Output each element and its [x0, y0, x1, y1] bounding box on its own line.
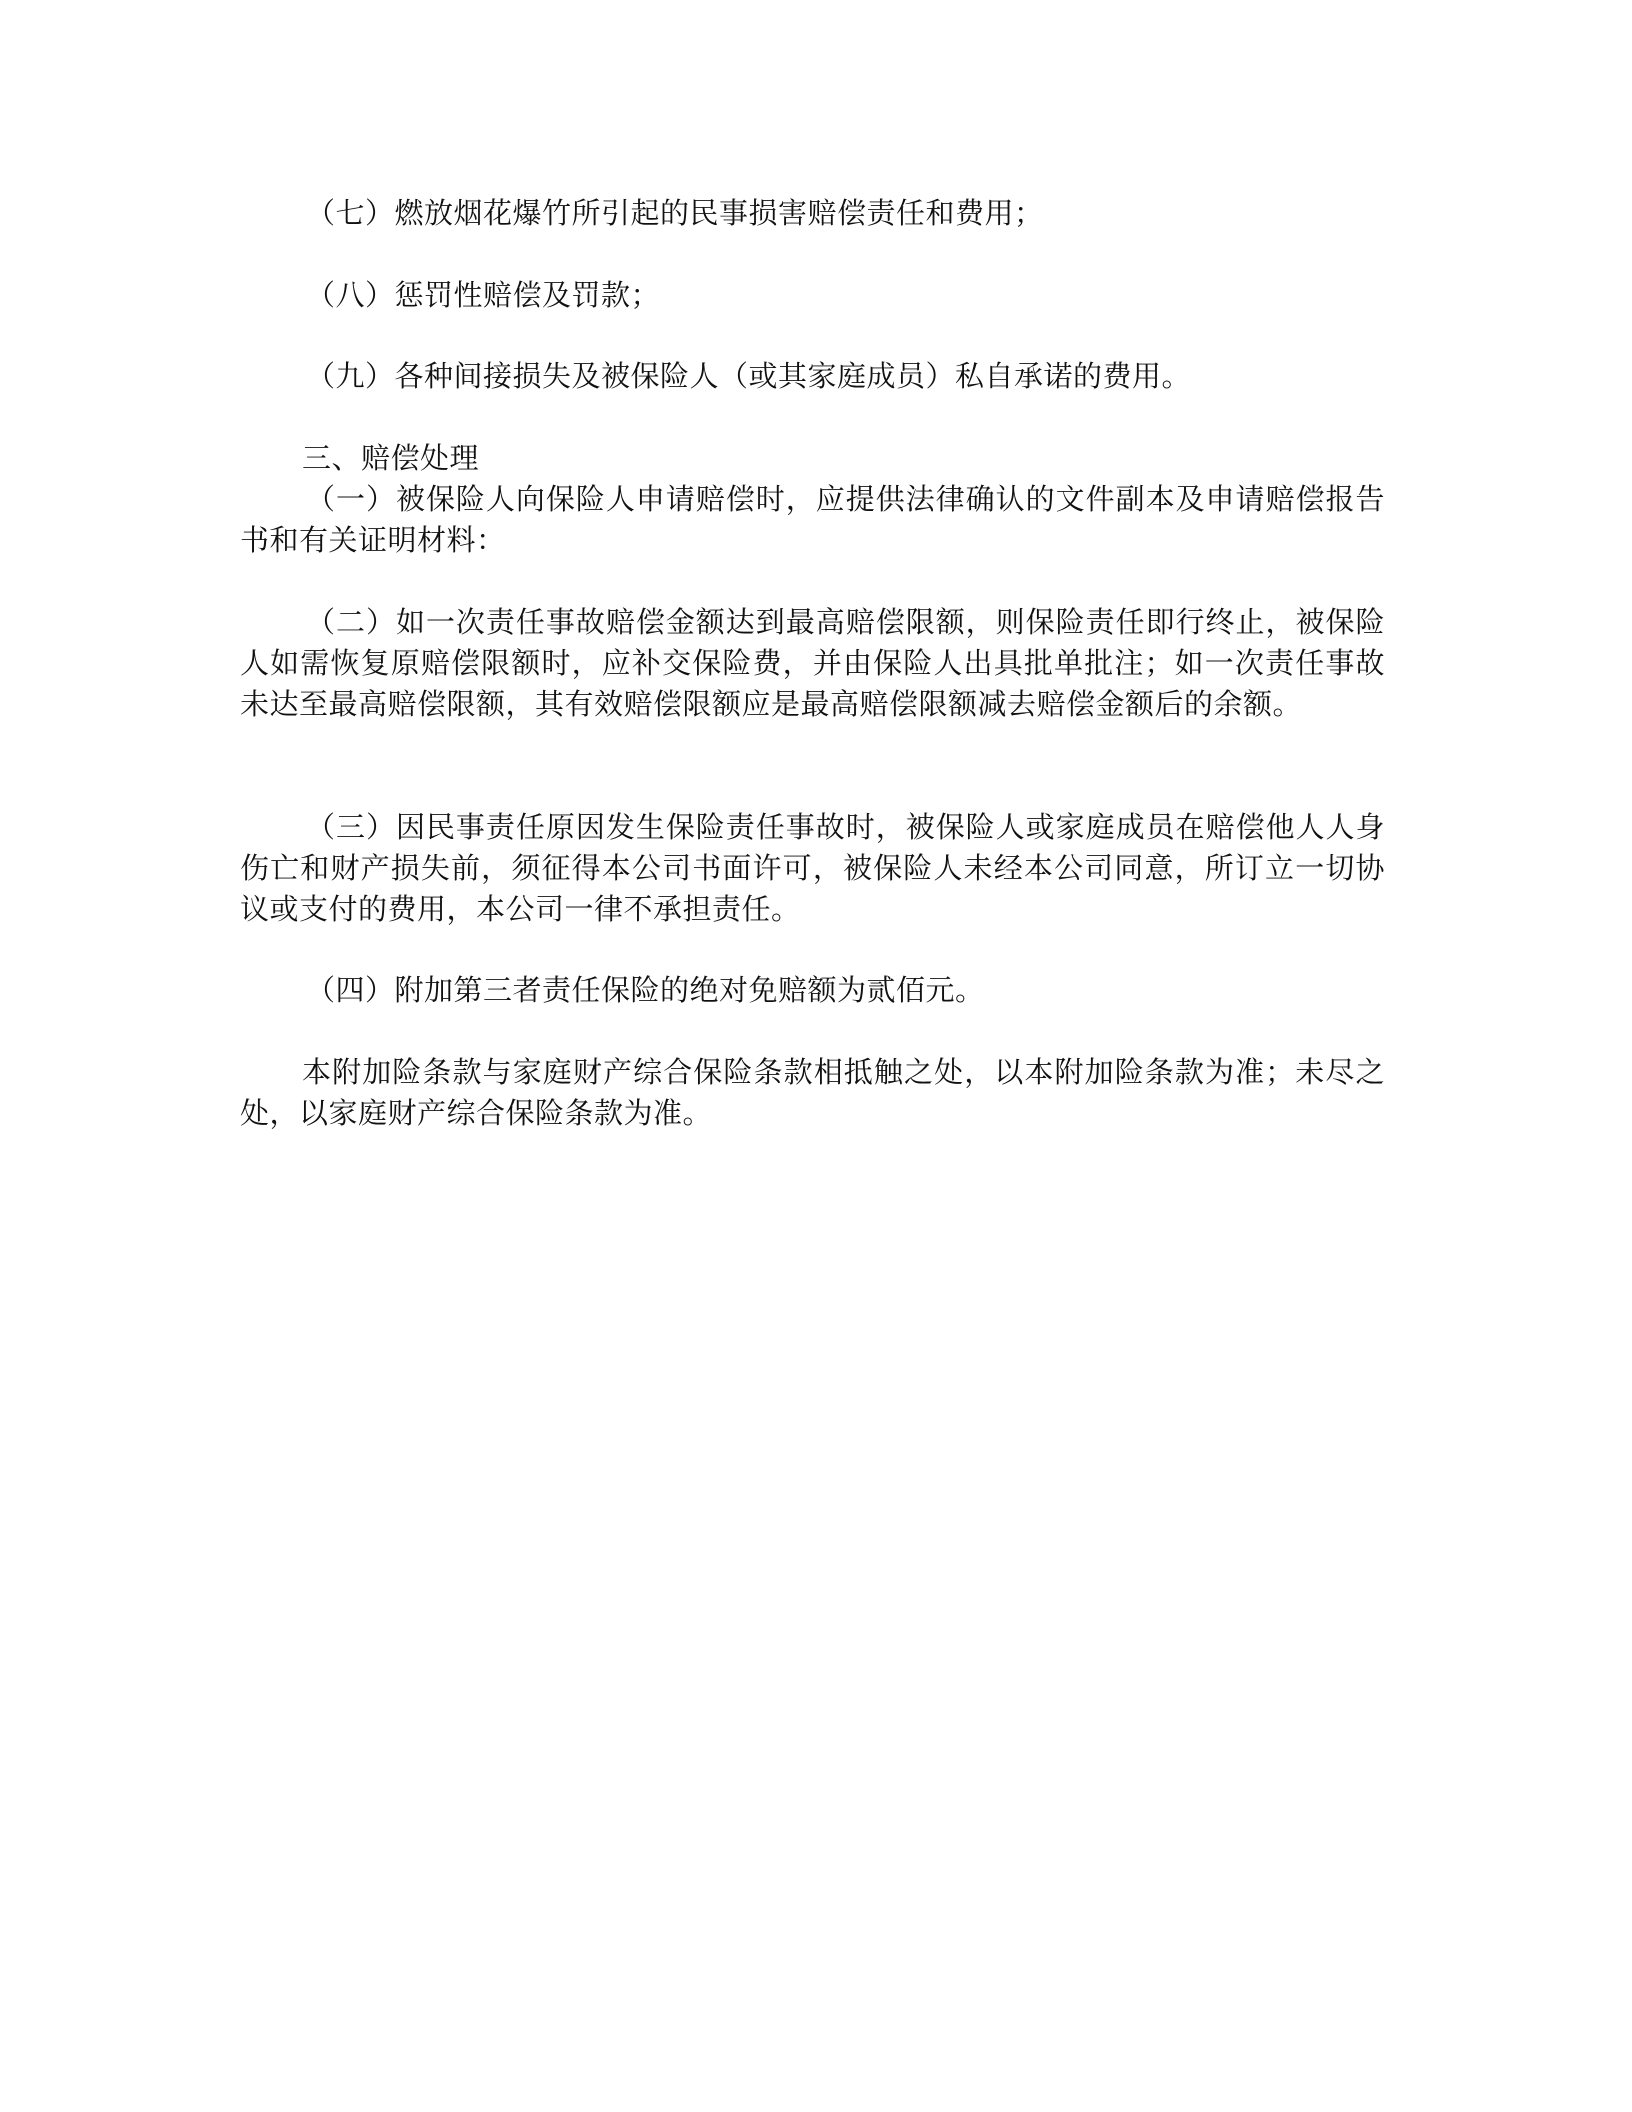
exclusion-item-7: （七）燃放烟花爆竹所引起的民事损害赔偿责任和费用；	[306, 196, 1044, 230]
claim-paragraph-3: （三）因民事责任原因发生保险责任事故时，被保险人或家庭成员在赔偿他人人身伤亡和财产损失前，须征得本公司书面许可，被保险人未经本公司同意，所订立一切协议或支付的费用，本公司一律不承担责任。	[240, 810, 1385, 926]
claim-paragraph-4: （四）附加第三者责任保险的绝对免赔额为贰佰元。	[306, 973, 985, 1007]
section-heading: 三、赔偿处理	[302, 441, 480, 475]
claim-paragraph-1: （一）被保险人向保险人申请赔偿时，应提供法律确认的文件副本及申请赔偿报告书和有关证明材料：	[240, 482, 1385, 557]
exclusion-item-8: （八）惩罚性赔偿及罚款；	[306, 278, 661, 312]
claim-paragraph-2: （二）如一次责任事故赔偿金额达到最高赔偿限额，则保险责任即行终止，被保险人如需恢复原赔偿限额时，应补交保险费，并由保险人出具批单批注；如一次责任事故未达至最高赔偿限额，其有效赔偿限额应是最高赔偿限额减去赔偿金额后的余额。	[240, 605, 1385, 721]
closing-paragraph: 本附加险条款与家庭财产综合保险条款相抵触之处，以本附加险条款为准；未尽之处，以家庭财产综合保险条款为准。	[240, 1055, 1385, 1130]
exclusion-item-9: （九）各种间接损失及被保险人（或其家庭成员）私自承诺的费用。	[306, 359, 1192, 393]
